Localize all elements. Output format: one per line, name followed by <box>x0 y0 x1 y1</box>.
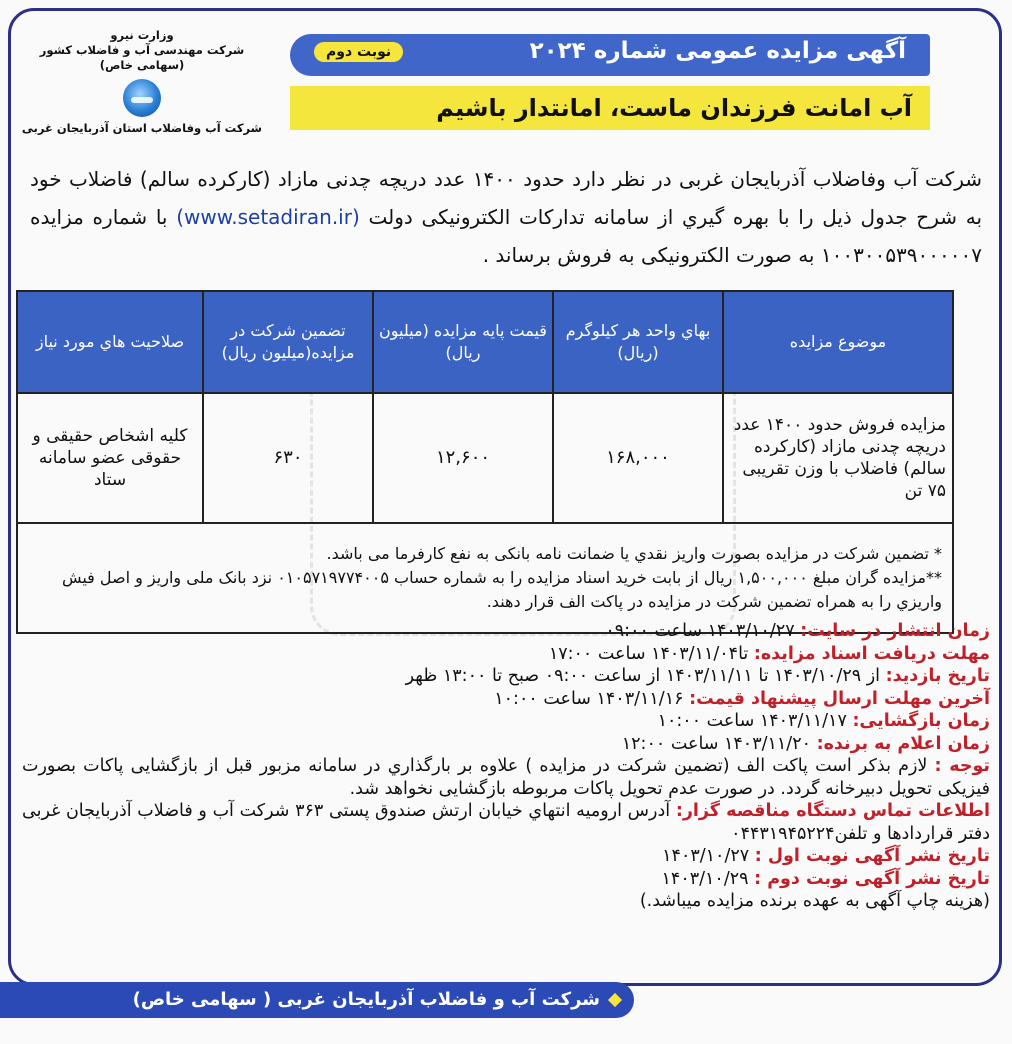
header-qualifications: صلاحیت هاي مورد نیاز <box>17 291 203 393</box>
cell-base-price: ۱۲,۶۰۰ <box>373 393 553 523</box>
header-subject: موضوع مزایده <box>723 291 953 393</box>
header-base-price: قیمت پایه مزایده (میلیون ریال) <box>373 291 553 393</box>
schedule-winner-announcement: زمان اعلام به برنده: ۱۴۰۳/۱۱/۲۰ ساعت ۱۲:۰۰ <box>621 733 990 754</box>
cell-qualifications: کلیه اشخاص حقیقی و حقوقی عضو سامانه ستاد <box>17 393 203 523</box>
contact-info: اطلاعات تماس دستگاه مناقصه گزار: آدرس ارومیه انتهاي خیابان ارتش صندوق پستی ۳۶۳ شرکت آب و فاضلاب آذربایجان غربی دفتر قراردادها و تلفن۰۴۴۳۱۹۴۵۲۲۴ <box>22 801 990 844</box>
schedule-opening: زمان بازگشایی: ۱۴۰۳/۱۱/۱۷ ساعت ۱۰:۰۰ <box>657 711 990 731</box>
note-payment: **مزایده گران مبلغ ۱,۵۰۰,۰۰۰ ریال از بابت خرید اسناد مزایده را به شماره حساب ۰۱۰۵۷۱۹۷۷۴۰۰۵ نزد بانک ملی واریز و اصل فیش واریزي را به همراه تضمین شرکت در مزایده در پاکت الف قرار دهند. <box>61 568 942 611</box>
intro-paragraph <box>30 160 982 274</box>
publish-first: تاریخ نشر آگهی نوبت اول : ۱۴۰۳/۱۰/۲۷ <box>662 846 990 866</box>
auction-table <box>16 290 954 634</box>
note-guarantee: * تضمین شرکت در مزایده بصورت واریز نقدي یا ضمانت نامه بانکی به نفع کارفرما می باشد. <box>326 544 942 563</box>
title-bar <box>290 34 930 76</box>
schedule-visit: تاریخ بازدید: از ۱۴۰۳/۱۰/۲۹ تا ۱۴۰۳/۱۱/۱۱ از ساعت ۰۹:۰۰ صبح تا ۱۳:۰۰ ظهر <box>405 666 990 686</box>
org-line-ministry: وزارت نیرو <box>110 28 174 42</box>
footer-bar <box>0 982 634 1018</box>
notice-title: آگهی مزایده عمومی شماره ۲۰۲۴ <box>529 38 906 64</box>
print-cost-note: (هزینه چاپ آگهی به عهده برنده مزایده میباشد.) <box>639 891 990 911</box>
table-row <box>17 393 953 523</box>
diamond-bullet-icon <box>608 993 622 1007</box>
table-header-row <box>17 291 953 393</box>
schedule-documents-deadline: مهلت دریافت اسناد مزایده: تا۱۴۰۳/۱۱/۰۴ ساعت ۱۷:۰۰ <box>548 643 990 664</box>
schedule-publish: زمان انتشار در سایت: ۱۴۰۳/۱۰/۲۷ ساعت ۰۹:۰۰ <box>605 621 990 641</box>
round-badge: نوبت دوم <box>314 42 403 62</box>
organization-logo-block <box>22 28 262 146</box>
setad-url-link[interactable]: (www.setadiran.ir) <box>176 205 360 229</box>
header-unit-price: بهاي واحد هر کیلوگرم (ریال) <box>553 291 723 393</box>
cell-guarantee: ۶۳۰ <box>203 393 373 523</box>
intro-text-2: با شماره مزایده ۱۰۰۳۰۰۵۳۹۰۰۰۰۰۷ به صورت الکترونیکی به فروش برساند . <box>30 205 982 267</box>
org-line-type: (سهامی خاص) <box>99 58 185 72</box>
water-drop-logo-icon <box>123 79 161 117</box>
cell-unit-price: ۱۶۸,۰۰۰ <box>553 393 723 523</box>
intro-text: شرکت آب وفاضلاب آذربایجان غربی در نظر دارد حدود ۱۴۰۰ عدد دریچه چدنی مازاد (کارکرده سالم) فاضلاب خود به شرح جدول ذیل را با بهره گیري از سامانه تدارکات الکترونیکی دولت <box>30 167 983 229</box>
table-notes-row <box>17 523 953 633</box>
attention-note: توجه : لازم بذکر است پاکت الف (تضمین شرکت در مزایده ) علاوه بر بارگذاري در سامانه مزبور قبل از بازگشایی پاکات بصورت فیزیکی تحویل دبیرخانه گردد. در صورت عدم تحویل پاکات مربوطه بازگشایی نخواهد شد. <box>22 756 990 799</box>
org-line-province: شرکت آب وفاضلاب استان آذربایجان غربی <box>21 121 262 135</box>
publish-second: تاریخ نشر آگهی نوبت دوم : ۱۴۰۳/۱۰/۲۹ <box>661 868 990 889</box>
slogan-banner: آب امانت فرزندان ماست، امانتدار باشیم <box>290 86 930 130</box>
schedule-section <box>22 620 990 913</box>
cell-subject: مزایده فروش حدود ۱۴۰۰ عدد دریچه چدنی مازاد (کارکرده سالم) فاضلاب با وزن تقریبی ۷۵ تن <box>723 393 953 523</box>
header-guarantee: تضمین شرکت در مزایده(میلیون ریال) <box>203 291 373 393</box>
notes-cell <box>17 523 953 633</box>
org-line-company: شرکت مهندسی آب و فاضلاب کشور <box>39 43 245 57</box>
footer-company: شرکت آب و فاضلاب آذربایجان غربی ( سهامی خاص) <box>132 989 600 1010</box>
schedule-bid-deadline: آخرین مهلت ارسال پیشنهاد قیمت: ۱۴۰۳/۱۱/۱۶ ساعت ۱۰:۰۰ <box>494 688 990 709</box>
